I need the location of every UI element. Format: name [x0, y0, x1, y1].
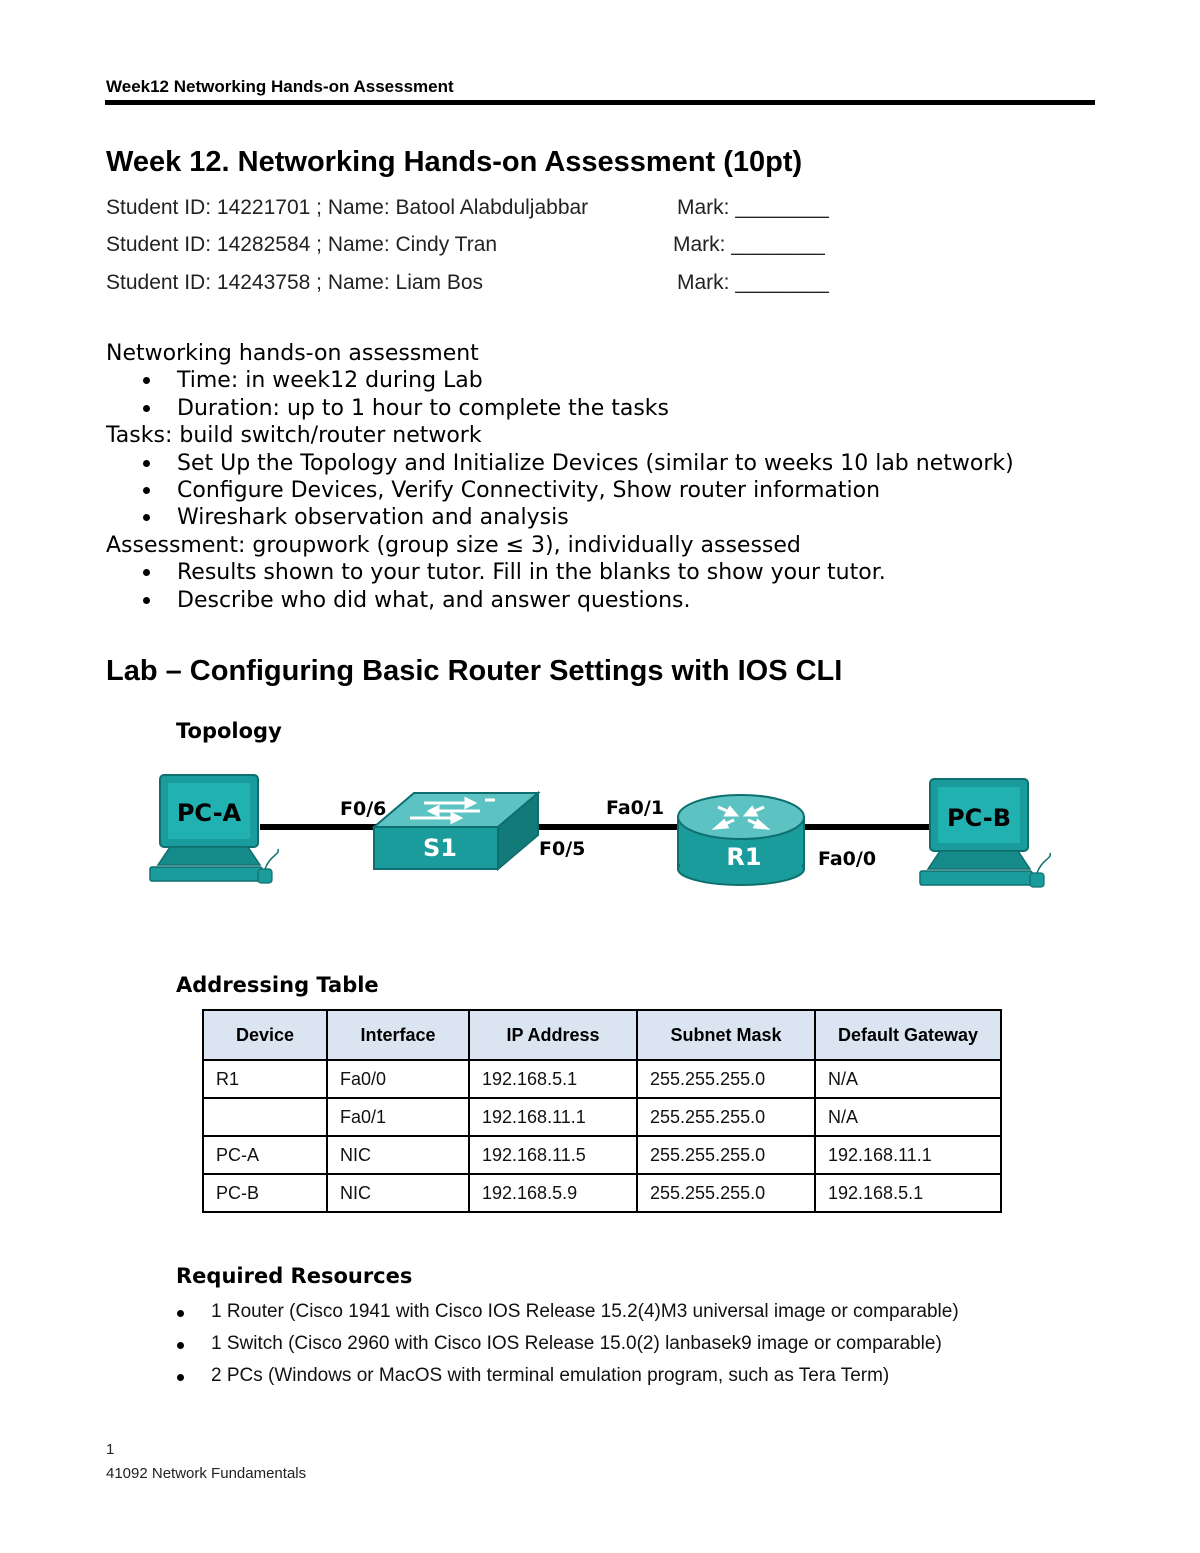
lab-title: Lab – Configuring Basic Router Settings with IOS CLI [106, 655, 843, 687]
port-label-fa0-1: Fa0/1 [606, 797, 665, 819]
list-item: 1 Switch (Cisco 2960 with Cisco IOS Release 15.0(2) lanbasek9 image or comparable) [140, 1332, 959, 1364]
column-header: Default Gateway [815, 1010, 1001, 1060]
table-row [203, 1098, 1001, 1136]
resources-heading: Required Resources [176, 1264, 413, 1288]
pc-b-icon [920, 779, 1050, 887]
student-mark: Mark: ________ [673, 233, 825, 256]
table-cell: Fa0/1 [327, 1098, 469, 1136]
student-mark: Mark: ________ [677, 271, 829, 294]
table-header-row [203, 1010, 1001, 1060]
column-header: IP Address [469, 1010, 637, 1060]
list-item: Time: in week12 during Lab [106, 367, 1014, 394]
student-row [106, 196, 866, 222]
header-rule [105, 100, 1095, 105]
router-r1-icon [678, 795, 804, 885]
table-cell: PC-A [203, 1136, 327, 1174]
assessment-bullets [0, 367, 1014, 422]
task-bullets [0, 450, 1014, 532]
table-row [203, 1060, 1001, 1098]
student-info: Student ID: 14221701 ; Name: Batool Alabduljabbar [106, 196, 589, 219]
assessment-section [106, 340, 1014, 614]
column-header: Device [203, 1010, 327, 1060]
list-item: Describe who did what, and answer questions. [106, 587, 1014, 614]
table-cell: NIC [327, 1136, 469, 1174]
port-label-fa0-0: Fa0/0 [818, 848, 877, 870]
table-cell: 255.255.255.0 [637, 1174, 815, 1212]
resources-list [140, 1300, 959, 1396]
pc-a-label: PC-A [176, 799, 242, 827]
column-header: Interface [327, 1010, 469, 1060]
student-mark: Mark: ________ [677, 196, 829, 219]
table-cell: 192.168.11.1 [815, 1136, 1001, 1174]
topology-heading: Topology [176, 719, 282, 743]
table-cell: 192.168.5.1 [815, 1174, 1001, 1212]
running-header: Week12 Networking Hands-on Assessment [106, 77, 454, 96]
topology-diagram [140, 765, 1060, 900]
footer-course: 41092 Network Fundamentals [106, 1465, 307, 1482]
addressing-table-heading: Addressing Table [176, 973, 379, 997]
table-cell [203, 1098, 327, 1136]
list-item: 1 Router (Cisco 1941 with Cisco IOS Release 15.2(4)M3 universal image or comparable) [140, 1300, 959, 1332]
table-cell: R1 [203, 1060, 327, 1098]
column-header: Subnet Mask [637, 1010, 815, 1060]
assessment-mode-bullets [0, 559, 1014, 614]
assessment-heading: Networking hands-on assessment [106, 341, 479, 366]
addressing-table [202, 1009, 1002, 1213]
assessment-mode-heading: Assessment: groupwork (group size ≤ 3), individually assessed [106, 532, 801, 558]
port-label-f0-6: F0/6 [340, 798, 387, 820]
table-cell: 255.255.255.0 [637, 1136, 815, 1174]
student-row [106, 233, 866, 259]
table-cell: 192.168.11.5 [469, 1136, 637, 1174]
table-cell: Fa0/0 [327, 1060, 469, 1098]
student-info: Student ID: 14243758 ; Name: Liam Bos [106, 271, 484, 294]
table-cell: 192.168.5.1 [469, 1060, 637, 1098]
document-title: Week 12. Networking Hands-on Assessment (10pt) [106, 146, 803, 178]
list-item: Wireshark observation and analysis [106, 504, 1014, 531]
table-cell: 255.255.255.0 [637, 1098, 815, 1136]
list-item: Duration: up to 1 hour to complete the tasks [106, 395, 1014, 422]
list-item: 2 PCs (Windows or MacOS with terminal emulation program, such as Tera Term) [140, 1364, 959, 1396]
table-cell: N/A [815, 1060, 1001, 1098]
page-number: 1 [106, 1441, 115, 1458]
table-row [203, 1174, 1001, 1212]
table-cell: 192.168.11.1 [469, 1098, 637, 1136]
list-item: Configure Devices, Verify Connectivity, Show router information [106, 477, 1014, 504]
list-item: Set Up the Topology and Initialize Devices (similar to weeks 10 lab network) [106, 450, 1014, 477]
pc-a-icon [150, 775, 278, 883]
table-cell: 192.168.5.9 [469, 1174, 637, 1212]
student-info: Student ID: 14282584 ; Name: Cindy Tran [106, 233, 498, 256]
list-item: Results shown to your tutor. Fill in the blanks to show your tutor. [106, 559, 1014, 586]
student-row [106, 271, 866, 297]
port-label-f0-5: F0/5 [539, 838, 586, 860]
router-r1-label: R1 [726, 843, 762, 871]
table-row [203, 1136, 1001, 1174]
pc-b-label: PC-B [946, 804, 1012, 832]
table-cell: PC-B [203, 1174, 327, 1212]
switch-s1-label: S1 [423, 834, 457, 862]
table-cell: NIC [327, 1174, 469, 1212]
tasks-heading: Tasks: build switch/router network [106, 423, 482, 449]
table-cell: N/A [815, 1098, 1001, 1136]
table-cell: 255.255.255.0 [637, 1060, 815, 1098]
